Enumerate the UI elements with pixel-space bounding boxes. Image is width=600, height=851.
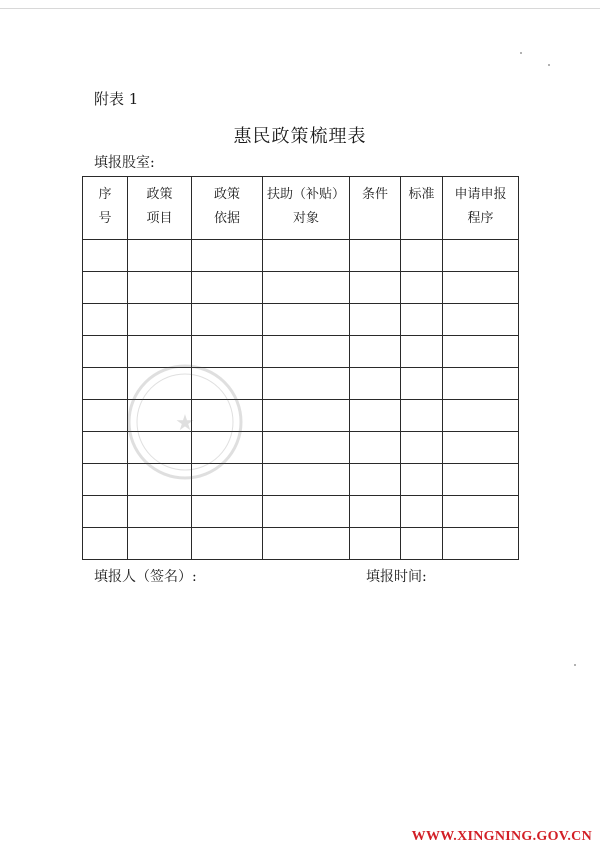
table-cell[interactable] <box>263 528 350 560</box>
header-text: 项目 <box>146 211 173 226</box>
header-text: 号 <box>98 211 112 226</box>
table-cell[interactable] <box>443 528 519 560</box>
header-cell-target <box>263 177 350 240</box>
table-row <box>83 528 519 560</box>
site-watermark: WWW.XINGNING.GOV.CN <box>411 829 592 844</box>
table-cell[interactable] <box>443 272 519 304</box>
header-cell-policy-item <box>128 177 192 240</box>
top-divider <box>0 8 600 9</box>
table-cell[interactable] <box>350 368 401 400</box>
table-cell[interactable] <box>401 272 443 304</box>
table-cell[interactable] <box>263 336 350 368</box>
table-cell[interactable] <box>83 336 128 368</box>
table-cell[interactable] <box>263 304 350 336</box>
table-cell[interactable] <box>443 368 519 400</box>
table-cell[interactable] <box>83 400 128 432</box>
scan-speck <box>520 52 522 54</box>
table-cell[interactable] <box>443 464 519 496</box>
table-cell[interactable] <box>350 432 401 464</box>
table-cell[interactable] <box>401 464 443 496</box>
table-row <box>83 432 519 464</box>
table-cell[interactable] <box>263 464 350 496</box>
table-cell[interactable] <box>83 272 128 304</box>
header-text: 标准 <box>408 187 435 202</box>
header-text: 扶助（补贴） <box>266 187 345 202</box>
table-cell[interactable] <box>263 400 350 432</box>
header-text: 对象 <box>292 211 319 226</box>
table-row <box>83 304 519 336</box>
table-row <box>83 464 519 496</box>
table-cell[interactable] <box>350 304 401 336</box>
table-cell[interactable] <box>443 496 519 528</box>
table-cell[interactable] <box>128 528 192 560</box>
table-cell[interactable] <box>350 496 401 528</box>
table-cell[interactable] <box>443 336 519 368</box>
table-cell[interactable] <box>128 400 192 432</box>
department-label: 填报股室: <box>94 155 155 171</box>
table-cell[interactable] <box>401 400 443 432</box>
table-cell[interactable] <box>83 368 128 400</box>
table-cell[interactable] <box>401 304 443 336</box>
table-cell[interactable] <box>192 368 263 400</box>
table-cell[interactable] <box>128 432 192 464</box>
header-text: 程序 <box>467 211 494 226</box>
scan-speck <box>574 664 576 666</box>
header-cell-policy-basis <box>192 177 263 240</box>
table-cell[interactable] <box>401 368 443 400</box>
header-text: 依据 <box>213 211 240 226</box>
table-cell[interactable] <box>128 336 192 368</box>
table-cell[interactable] <box>443 432 519 464</box>
table-cell[interactable] <box>192 304 263 336</box>
header-cell-standard <box>401 177 443 240</box>
table-cell[interactable] <box>350 400 401 432</box>
table-row <box>83 368 519 400</box>
table-cell[interactable] <box>263 240 350 272</box>
table-cell[interactable] <box>128 304 192 336</box>
signer-label: 填报人（签名）: <box>94 569 197 585</box>
table-cell[interactable] <box>83 496 128 528</box>
header-cell-procedure <box>443 177 519 240</box>
table-cell[interactable] <box>128 496 192 528</box>
table-cell[interactable] <box>83 432 128 464</box>
table-cell[interactable] <box>350 240 401 272</box>
table-cell[interactable] <box>83 528 128 560</box>
svg-text:★: ★ <box>175 411 195 436</box>
attachment-label: 附表 1 <box>94 90 139 108</box>
fill-time-label: 填报时间: <box>366 569 427 585</box>
scan-speck <box>548 64 550 66</box>
table-cell[interactable] <box>350 336 401 368</box>
table-cell[interactable] <box>401 336 443 368</box>
header-cell-serial <box>83 177 128 240</box>
table-cell[interactable] <box>128 240 192 272</box>
table-cell[interactable] <box>350 528 401 560</box>
table-cell[interactable] <box>263 496 350 528</box>
table-cell[interactable] <box>128 368 192 400</box>
table-cell[interactable] <box>83 304 128 336</box>
table-cell[interactable] <box>192 528 263 560</box>
table-cell[interactable] <box>443 304 519 336</box>
header-text: 申请申报 <box>454 187 507 202</box>
table-row <box>83 336 519 368</box>
table-cell[interactable] <box>443 240 519 272</box>
table-row <box>83 272 519 304</box>
table-cell[interactable] <box>192 432 263 464</box>
policy-table <box>82 176 519 560</box>
table-cell[interactable] <box>401 240 443 272</box>
table-row <box>83 240 519 272</box>
table-cell[interactable] <box>192 240 263 272</box>
header-text: 政策 <box>146 187 173 202</box>
table-header-row <box>83 177 519 240</box>
header-text: 政策 <box>213 187 240 202</box>
header-text: 序 <box>98 187 112 202</box>
table-cell[interactable] <box>263 368 350 400</box>
table-cell[interactable] <box>350 464 401 496</box>
table-cell[interactable] <box>83 464 128 496</box>
table-cell[interactable] <box>443 400 519 432</box>
table-cell[interactable] <box>128 464 192 496</box>
table-row <box>83 400 519 432</box>
table-cell[interactable] <box>350 272 401 304</box>
header-text: 条件 <box>361 187 388 202</box>
header-cell-conditions <box>350 177 401 240</box>
table-cell[interactable] <box>192 272 263 304</box>
table-cell[interactable] <box>192 464 263 496</box>
table-cell[interactable] <box>83 240 128 272</box>
table-cell[interactable] <box>192 400 263 432</box>
table-row <box>83 496 519 528</box>
table-cell[interactable] <box>192 336 263 368</box>
table-cell[interactable] <box>263 432 350 464</box>
table-cell[interactable] <box>401 528 443 560</box>
table-cell[interactable] <box>401 496 443 528</box>
table-cell[interactable] <box>192 496 263 528</box>
table-cell[interactable] <box>401 432 443 464</box>
table-cell[interactable] <box>263 272 350 304</box>
page-title: 惠民政策梳理表 <box>233 126 367 147</box>
table-cell[interactable] <box>128 272 192 304</box>
